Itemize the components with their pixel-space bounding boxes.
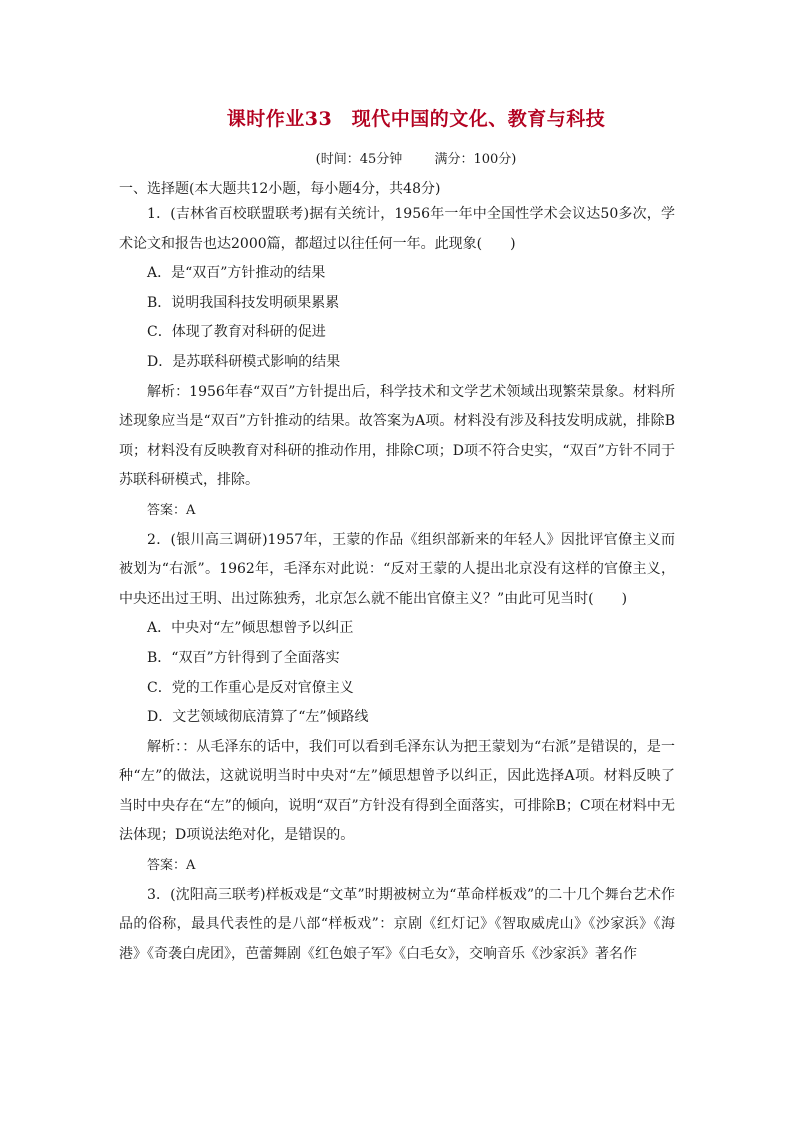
option-d: D．文艺领域彻底清算了“左”倾路线 bbox=[147, 709, 369, 726]
question-3 bbox=[119, 881, 675, 970]
analysis: 解析：：从毛泽东的话中，我们可以看到毛泽东认为把王蒙划为“右派”是错误的，是一种“左”的做法，这就说明当时中央对“左”倾思想曾予以纠正，因此选择A项。材料反映了当时中央存在“左”的倾向，说明“双百”方针没有得到全面落实，可排除B；C项在材料中无法体现；D项说法绝对化，是错误的。 bbox=[119, 738, 675, 844]
option-d: D．是苏联科研模式影响的结果 bbox=[147, 353, 341, 370]
option-a: A．是“双百”方针推动的结果 bbox=[147, 265, 326, 282]
option-a: A．中央对“左”倾思想曾予以纠正 bbox=[147, 620, 354, 637]
option-b: B．说明我国科技发明硕果累累 bbox=[147, 294, 340, 311]
answer: 答案：A bbox=[147, 502, 196, 518]
exam-meta bbox=[0, 148, 794, 167]
option-b: B．“双百”方针得到了全面落实 bbox=[147, 649, 340, 666]
option-c: C．党的工作重心是反对官僚主义 bbox=[147, 679, 354, 696]
page-title: 课时作业33 现代中国的文化、教育与科技 bbox=[226, 108, 606, 130]
section-heading: 一、选择题(本大题共12小题，每小题4分，共48分) bbox=[119, 181, 441, 197]
analysis: 解析：1956年春“双百”方针提出后，科学技术和文学艺术领域出现繁荣景象。材料所述现象应当是“双百”方针推动的结果。故答案为A项。材料没有涉及科技发明成就，排除B项；材料没有反映教育对科研的推动作用，排除C项；D项不符合史实，“双百”方针不同于苏联科研模式，排除。 bbox=[119, 383, 675, 489]
time-limit: (时间：45分钟 bbox=[315, 152, 403, 167]
question-stem: 1．(吉林省百校联盟联考)据有关统计，1956年一年中全国性学术会议达50多次，学术论文和报告也达2000篇，都超过以往任何一年。此现象( ) bbox=[119, 206, 675, 252]
question-list bbox=[119, 200, 675, 969]
question-2 bbox=[119, 526, 675, 881]
full-score: 满分：100分) bbox=[434, 152, 517, 167]
option-c: C．体现了教育对科研的促进 bbox=[147, 324, 326, 341]
question-stem: 2．(银川高三调研)1957年，王蒙的作品《组织部新来的年轻人》因批评官僚主义而被划为“右派”。1962年，毛泽东对此说：“反对王蒙的人提出北京没有这样的官僚主义，中央还出过王明、出过陈独秀，北京怎么就不能出官僚主义？”由此可见当时( ) bbox=[119, 531, 675, 607]
question-1 bbox=[119, 200, 675, 526]
answer: 答案：A bbox=[147, 858, 196, 874]
question-stem: 3．(沈阳高三联考)样板戏是“文革”时期被树立为“革命样板戏”的二十几个舞台艺术作品的俗称，最具代表性的是八部“样板戏”：京剧《红灯记》《智取威虎山》《沙家浜》《海港》《奇袭白虎团》，芭蕾舞剧《红色娘子军》《白毛女》，交响音乐《沙家浜》著名作 bbox=[119, 886, 675, 962]
